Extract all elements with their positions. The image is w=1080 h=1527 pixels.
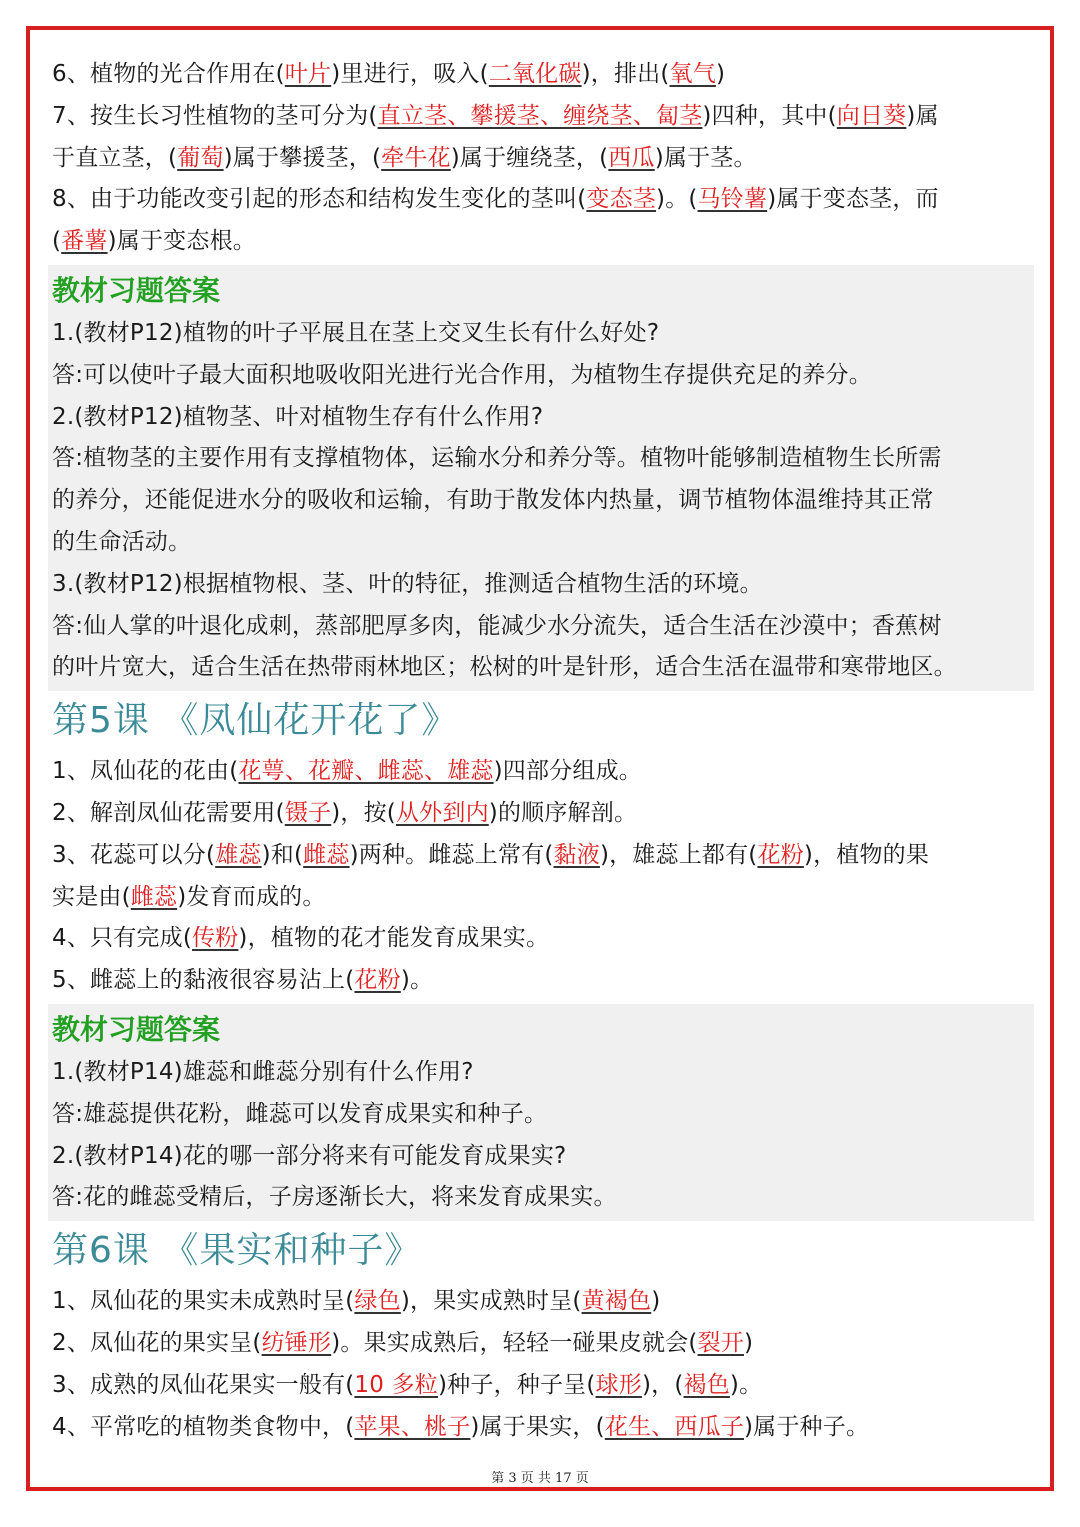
statement-text: )四部分组成。 — [493, 758, 642, 785]
statement-text: )属 — [906, 102, 939, 129]
statement-text: 7、按生长习性植物的茎可分为( — [52, 102, 378, 129]
answer-blank: 褐色 — [683, 1371, 730, 1398]
statement-text: ) — [715, 61, 726, 87]
statement-text: 1、凤仙花的花由( — [52, 758, 239, 785]
answer-blank: 传粉 — [192, 925, 239, 952]
statement-text: 实是由( — [52, 883, 131, 910]
answer-blank: 黄褐色 — [581, 1288, 652, 1315]
statement-text: )种子，种子呈( — [438, 1371, 596, 1398]
answer-blank: 雌蕊 — [303, 841, 350, 868]
statement-text: )，植物的花才能发育成果实。 — [238, 925, 550, 952]
statement-text: )，果实成熟时呈( — [400, 1288, 582, 1315]
question: 2.(教材P12)植物茎、叶对植物生存有什么作用? — [52, 403, 544, 430]
statement-text: )发育而成的。 — [177, 883, 326, 910]
answer-blank: 镊子 — [284, 799, 332, 826]
answer-blank: 黏液 — [553, 841, 600, 868]
statement-text: 1、凤仙花的果实未成熟时呈( — [52, 1288, 355, 1315]
statement-text: 4、平常吃的植物类食物中，( — [52, 1413, 355, 1440]
statement-text: )里进行，吸入( — [331, 61, 489, 87]
question: 3.(教材P12)根据植物根、茎、叶的特征，推测适合植物生活的环境。 — [52, 570, 763, 597]
statement-text: )属于种子。 — [743, 1413, 870, 1440]
answer-blank: 花粉 — [354, 967, 401, 994]
answer-blank: 叶片 — [284, 61, 332, 87]
statement-text: 4、只有完成( — [52, 925, 193, 952]
answer-blank: 雌蕊 — [130, 883, 178, 910]
question: 2.(教材P14)花的哪一部分将来有可能发育成果实? — [52, 1142, 567, 1169]
statement-text: 2、解剖凤仙花需要用( — [52, 799, 285, 826]
answer-blank: 球形 — [595, 1371, 642, 1398]
statement-text: )属于茎。 — [654, 144, 757, 171]
list-item — [52, 960, 1030, 1002]
list-item — [52, 179, 1030, 221]
statement-text: )两种。雌蕊上常有( — [349, 841, 554, 868]
list-item — [52, 138, 1030, 180]
statement-text: )，雄蕊上都有( — [599, 841, 758, 868]
answer: 的叶片宽大，适合生活在热带雨林地区；松树的叶是针形，适合生活在温带和寒带地区。 — [52, 654, 957, 681]
answer-blank: 从外到内 — [395, 799, 489, 826]
statement-text: )。( — [656, 186, 698, 213]
statement-text: 于直立茎，( — [52, 144, 178, 171]
exercise-answers-box — [48, 265, 1034, 691]
list-item — [52, 1281, 1030, 1323]
statement-text: 3、成熟的凤仙花果实一般有( — [52, 1371, 355, 1398]
answer: 答:可以使叶子最大面积地吸收阳光进行光合作用，为植物生存提供充足的养分。 — [52, 361, 872, 388]
statement-text: ) — [743, 1329, 754, 1356]
statement-text: )，( — [641, 1371, 684, 1398]
question: 1.(教材P14)雄蕊和雌蕊分别有什么作用? — [52, 1058, 474, 1085]
list-item — [52, 793, 1030, 835]
answer: 答:植物茎的主要作用有支撑植物体，运输水分和养分等。植物叶能够制造植物生长所需 — [52, 445, 942, 472]
answer-blank: 马铃薯 — [697, 186, 768, 213]
statement-text: )和( — [261, 841, 304, 868]
answer-blank: 花萼、花瓣、雌蕊、雄蕊 — [238, 758, 494, 785]
exercise-answers-box — [48, 1004, 1034, 1221]
statement-text: )的顺序解剖。 — [488, 799, 638, 826]
answer-blank: 纺锤形 — [261, 1329, 332, 1356]
statement-text: 2、凤仙花的果实呈( — [52, 1329, 262, 1356]
statement-text: )。 — [400, 967, 434, 994]
answer-blank: 西瓜 — [608, 144, 655, 171]
list-item — [52, 54, 1030, 96]
list-item — [52, 877, 1030, 919]
statement-text: )属于缠绕茎，( — [450, 144, 609, 171]
list-item — [52, 1365, 1030, 1407]
answer-blank: 裂开 — [697, 1329, 744, 1356]
answer-blank: 葡萄 — [177, 144, 224, 171]
statement-text: )属于攀援茎，( — [223, 144, 382, 171]
lesson-title: 第5课 《凤仙花开花了》 — [52, 700, 459, 742]
answer-blank: 花生、西瓜子 — [604, 1413, 744, 1440]
list-item — [52, 751, 1030, 793]
statement-text: ( — [52, 228, 62, 255]
answer-blank: 牵牛花 — [381, 144, 451, 171]
answer: 的生命活动。 — [52, 528, 192, 555]
answer: 答:仙人掌的叶退化成刺，蒸部肥厚多肉，能减少水分流失，适合生活在沙漠中；香蕉树 — [52, 612, 942, 639]
statement-text: 3、花蕊可以分( — [52, 841, 216, 868]
statement-text: )属于果实，( — [470, 1413, 605, 1440]
statement-text: )，植物的果 — [803, 841, 930, 868]
answer-blank: 雄蕊 — [215, 841, 262, 868]
answer: 的养分，还能促进水分的吸收和运输，有助于散发体内热量，调节植物体温维持其正常 — [52, 487, 934, 514]
answer-blank: 直立茎、攀援茎、缠绕茎、匐茎 — [377, 102, 703, 129]
answer: 答:花的雌蕊受精后，子房逐渐长大，将来发育成果实。 — [52, 1184, 617, 1211]
page-number: 第 3 页 共 17 页 — [491, 1471, 589, 1486]
answer-blank: 10 多粒 — [354, 1371, 438, 1398]
question: 1.(教材P12)植物的叶子平展且在茎上交叉生长有什么好处? — [52, 319, 660, 346]
list-item — [52, 96, 1030, 138]
list-item — [52, 1323, 1030, 1365]
statement-text: )四种，其中( — [702, 102, 837, 129]
list-item — [52, 221, 1030, 263]
statement-text: )属于变态根。 — [107, 228, 256, 255]
statement-text: )。果实成熟后，轻轻一碰果皮就会( — [331, 1329, 698, 1356]
answer-blank: 番薯 — [61, 228, 108, 255]
statement-text: 5、雌蕊上的黏液很容易沾上( — [52, 967, 355, 994]
statement-text: ) — [651, 1288, 661, 1315]
box-title: 教材习题答案 — [52, 1012, 221, 1046]
statement-text: )，按( — [331, 799, 396, 826]
answer-blank: 苹果、桃子 — [354, 1413, 471, 1440]
statement-text: 8、由于功能改变引起的形态和结构发生变化的茎叫( — [52, 186, 587, 213]
page-content — [52, 54, 1030, 1448]
answer-blank: 氧气 — [669, 61, 716, 87]
answer-blank: 花粉 — [757, 841, 804, 868]
answer-blank: 二氧化碳 — [488, 61, 582, 87]
answer: 答:雄蕊提供花粉，雌蕊可以发育成果实和种子。 — [52, 1100, 548, 1127]
answer-blank: 变态茎 — [586, 186, 657, 213]
answer-blank: 绿色 — [354, 1288, 401, 1315]
box-title: 教材习题答案 — [52, 273, 221, 307]
list-item — [52, 835, 1030, 877]
list-item — [52, 1407, 1030, 1449]
list-item — [52, 918, 1030, 960]
lesson-title: 第6课 《果实和种子》 — [52, 1230, 422, 1272]
statement-text: 6、植物的光合作用在( — [52, 61, 285, 87]
statement-text: )。 — [729, 1371, 763, 1398]
statement-text: )，排出( — [581, 61, 670, 87]
answer-blank: 向日葵 — [836, 102, 907, 129]
statement-text: )属于变态茎，而 — [767, 186, 939, 213]
